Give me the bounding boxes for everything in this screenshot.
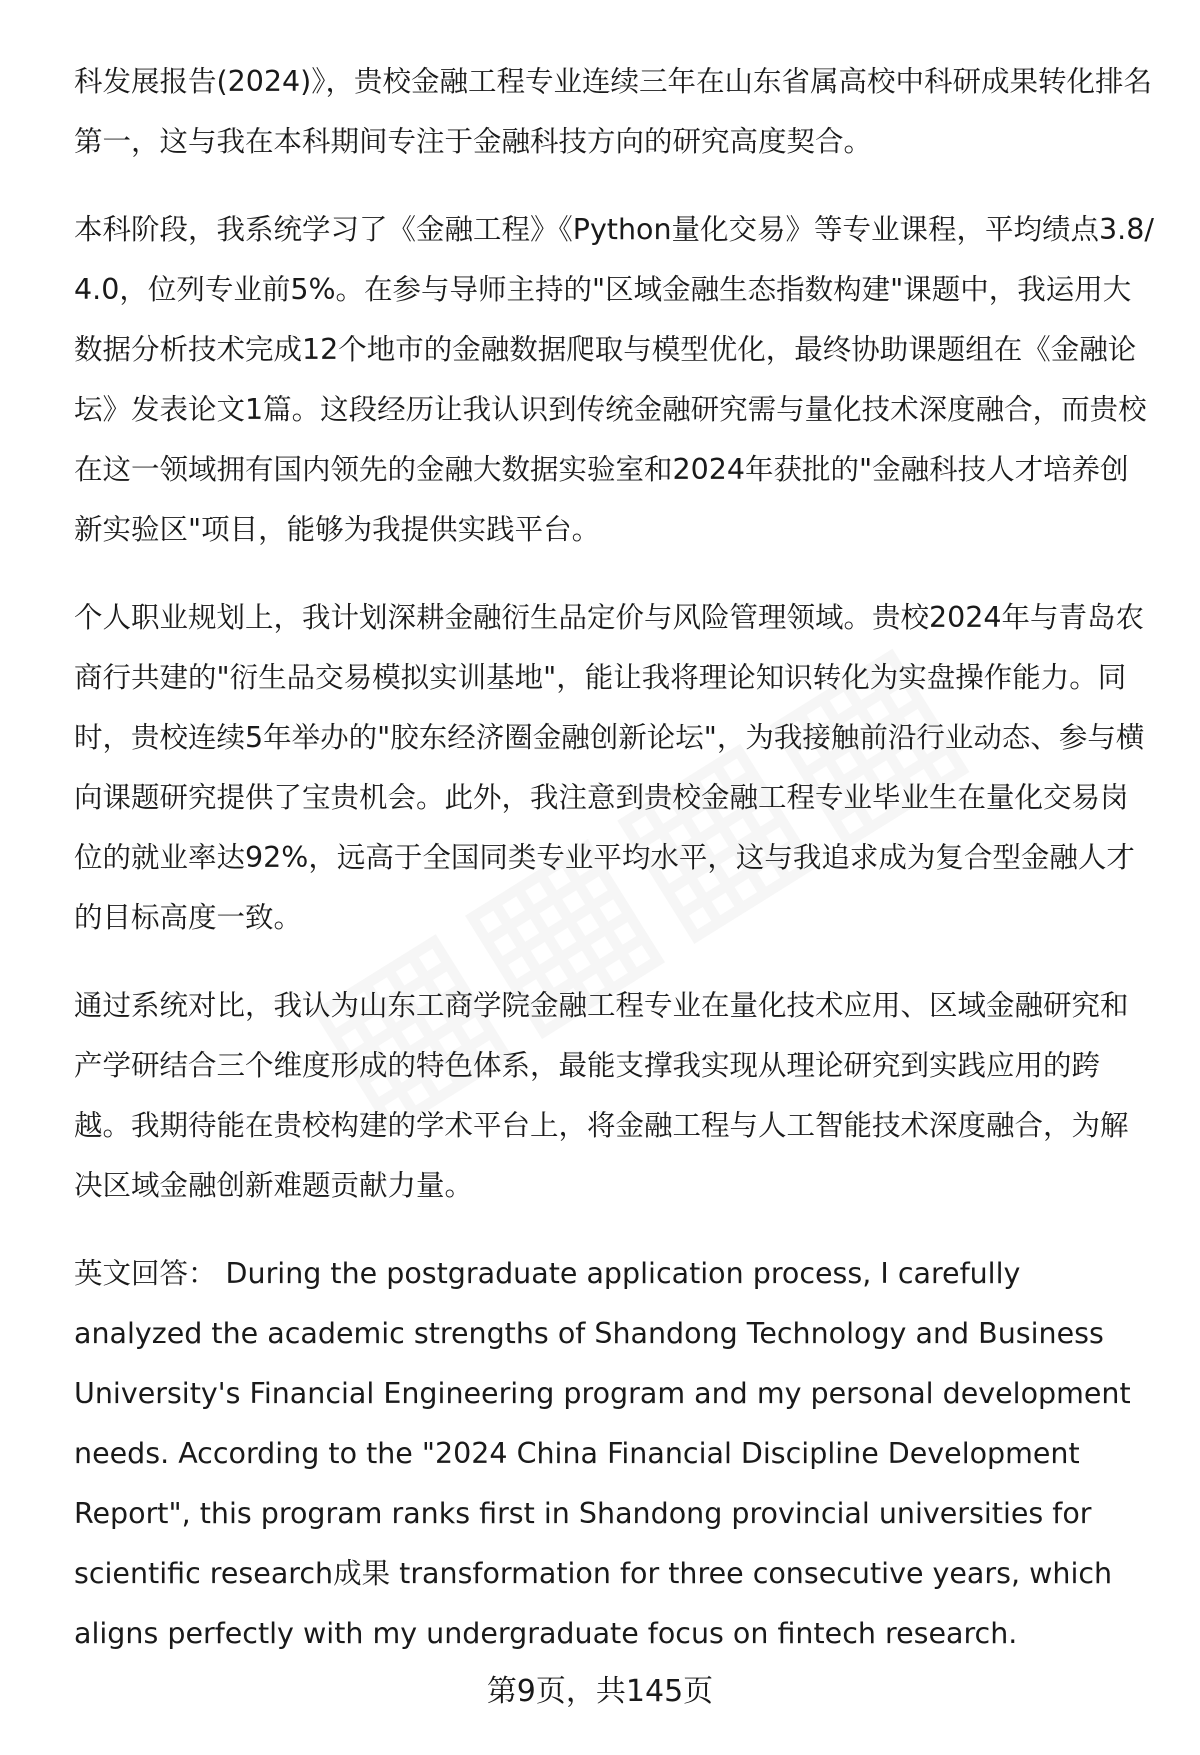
paragraph-english-answer: 英文回答： During the postgraduate application process, I carefully analyzed the academic strengths of Shandong Technology and Business University's Financial Engineering program and my personal development needs. According to the "2024 China Financial Discipline Development Report", this program ranks first in Shandong provincial universities for scientific research成果 transformation for three consecutive years, which aligns perfectly with my undergraduate focus on fintech research. [74, 1257, 1131, 1650]
paragraph-4: 通过系统对比，我认为山东工商学院金融工程专业在量化技术应用、区域金融研究和产学研结合三个维度形成的特色体系，最能支撑我实现从理论研究到实践应用的跨越。我期待能在贵校构建的学术平台上，将金融工程与人工智能技术深度融合，为解决区域金融创新难题贡献力量。 [74, 989, 1129, 1202]
document-body [74, 52, 1154, 1692]
paragraph-3: 个人职业规划上，我计划深耕金融衍生品定价与风险管理领域。贵校2024年与青岛农商行共建的"衍生品交易模拟实训基地"，能让我将理论知识转化为实盘操作能力。同时，贵校连续5年举办的"胶东经济圈金融创新论坛"，为我接触前沿行业动态、参与横向课题研究提供了宝贵机会。此外，我注意到贵校金融工程专业毕业生在量化交易岗位的就业率达92%，远高于全国同类专业平均水平，这与我追求成为复合型金融人才的目标高度一致。 [74, 601, 1145, 934]
paragraph-1: 科发展报告(2024)》，贵校金融工程专业连续三年在山东省属高校中科研成果转化排名第一，这与我在本科期间专注于金融科技方向的研究高度契合。 [74, 65, 1153, 158]
page-number-footer: 第9页，共145页 [486, 1674, 714, 1709]
paragraph-2: 本科阶段，我系统学习了《金融工程》《Python量化交易》等专业课程，平均绩点3.8/4.0，位列专业前5%。在参与导师主持的"区域金融生态指数构建"课题中，我运用大数据分析技术完成12个地市的金融数据爬取与模型优化，最终协助课题组在《金融论坛》发表论文1篇。这段经历让我认识到传统金融研究需与量化技术深度融合，而贵校在这一领域拥有国内领先的金融大数据实验室和2024年获批的"金融科技人才培养创新实验区"项目，能够为我提供实践平台。 [74, 213, 1154, 546]
